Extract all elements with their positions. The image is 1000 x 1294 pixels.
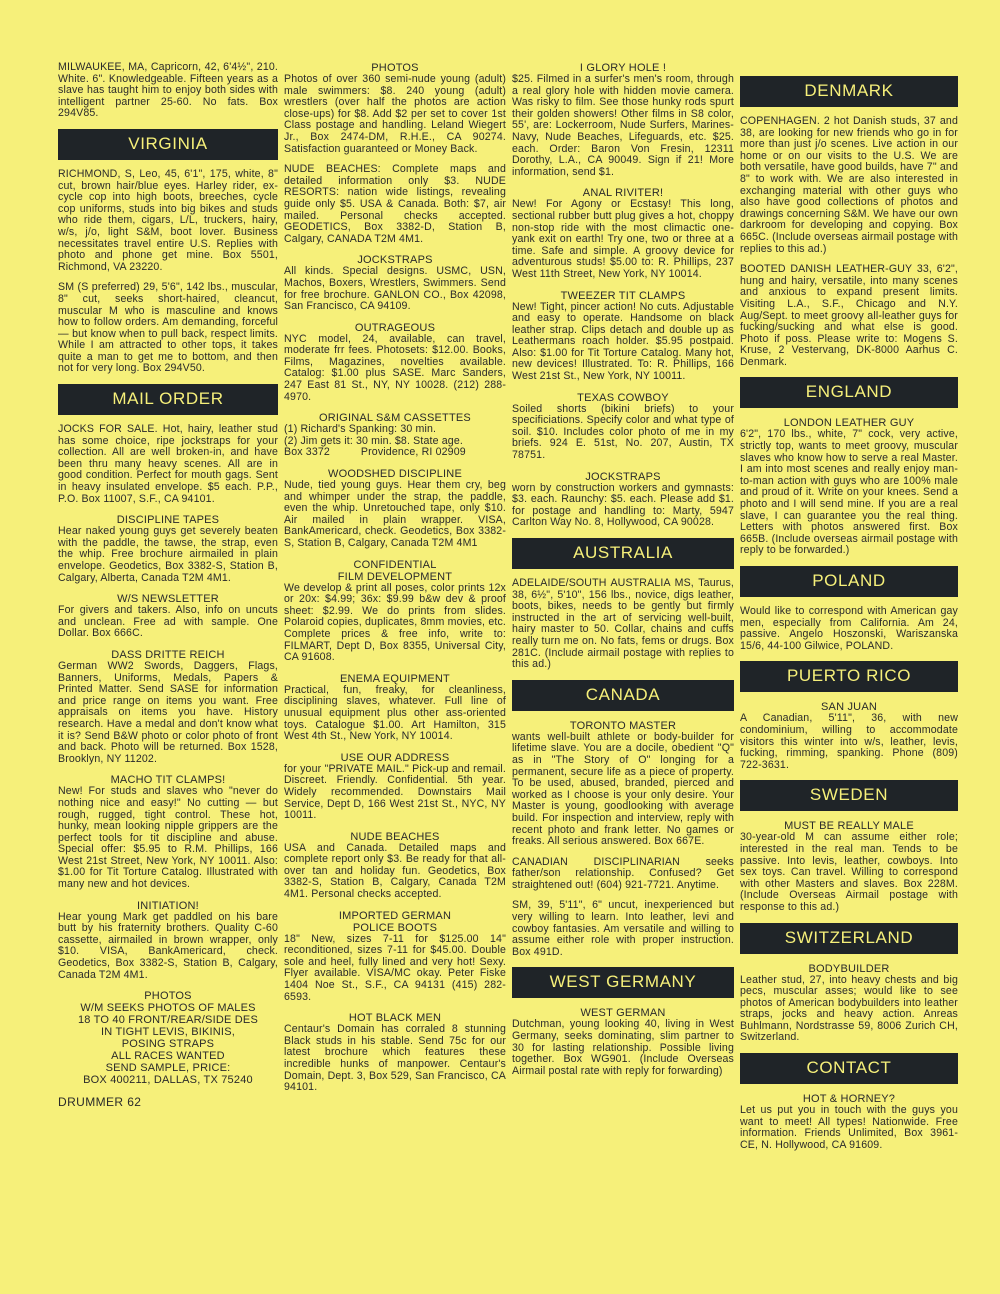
ad-body: BOOTED DANISH LEATHER-GUY 33, 6'2", hung and hairy, versatile, into many scenes and anxious to expand present limits. Visiting L.A., S.F., Chicago and N.Y. Aug/Sept. to meet groovy all-leather guys for fucking/sucking and what else is good. Photo if poss. Please write to: Mogens S. Kruse, 2 Vestervang, DK-8000 Aarhus C. Denmark. — [740, 263, 958, 368]
ad-title: MUST BE REALLY MALE — [784, 820, 914, 833]
section-header-sweden: SWEDEN — [740, 780, 958, 811]
section-header-switzerland: SWITZERLAND — [740, 923, 958, 954]
ad-photos-wanted — [58, 990, 278, 1086]
ad-line: (2) Jim gets it: 30 min. $8. State age. — [284, 434, 463, 447]
ad-body: Nude, tied young guys. Hear them cry, beg and whimper under the strap, the paddle, even the whip. Unretouched tape, only $10. Air mailed in plain wrapper. VISA, BankAmericard, check. Geodetics, Box 3382-S, Station B, Calgary, Canada T2M 4M1 — [284, 479, 506, 549]
ad-body: SM, 39, 5'11", 6" uncut, inexperienced but very willing to learn. Into leather, levi and cowboy fantasies. Am versatile and willing to assume either role with proper instruction. Box 491D. — [512, 899, 734, 958]
ad-ws-newsletter — [58, 593, 278, 640]
ad-toronto-master — [512, 720, 734, 848]
ad-texas-cowboy — [512, 392, 734, 462]
ad-police-boots — [284, 910, 506, 1004]
ad-title: PHOTOS — [371, 62, 419, 74]
section-header-poland: POLAND — [740, 566, 958, 597]
ad-poland — [740, 606, 958, 652]
ad-body: Hear young Mark get paddled on his bare butt by his fraternity brothers. Quality C-60 cassette, airmailed in brown wrapper, only $10. VISA, BankAmericard, check. Geodetics, Box 3382-S, Station B, Calgary, Canada T2M 4M1. — [58, 910, 278, 981]
ad-milwaukee — [58, 62, 278, 120]
ad-body: New! For studs and slaves who "never do nothing nice and easy!" No cutting — but rough, rugged, tight control. These hot, hunky, mean looking nipple grippers are the perfect tools for tit discipline and abuse. Special offer: $5.95 to R.M. Phillips, 166 West 21st Street, New York, NY 10011. Also: $1.00 for Tit Torture Catalog. Illustrated with many new and hot devices. — [58, 785, 278, 891]
ad-title: SAN JUAN — [821, 701, 877, 714]
ad-body: $25. Filmed in a surfer's men's room, through a real glory hole with hidden movie camera. Was risky to film. See those hunky rods spurt their golden showers! Other films in S8 color, 55', are: Lockerroom, Nude Surfers, Marines-Navy, Nude Beaches, Lifeguards, etc. $25. each. Order: Baron Von Fresin, 12311 Dorothy, L.A., CA 90049. Sign if 21! More information, send $1. — [512, 73, 734, 178]
ad-body: NYC model, 24, available, can travel, moderate frr fees. Photosets: $12.00. Books, Films, Magazines, novelties available. Catalog: $1.00 plus SASE. Marc Sanders, 247 East 81 St., NY, NY 10028. (212) 288-4970. — [284, 332, 506, 403]
ad-title: LONDON LEATHER GUY — [783, 417, 915, 430]
ad-subtitle: FILM DEVELOPMENT — [337, 570, 453, 583]
section-header-mail-order: MAIL ORDER — [58, 384, 278, 415]
ad-film-development — [284, 559, 506, 664]
ad-richmond — [58, 169, 278, 273]
section-header-west-germany: WEST GERMANY — [512, 967, 734, 998]
section-header-england: ENGLAND — [740, 377, 958, 408]
ad-sm-39 — [512, 900, 734, 958]
ad-bodybuilder — [740, 963, 958, 1045]
ad-line: (1) Richard's Spanking: 30 min. — [284, 423, 437, 436]
ad-line: IN TIGHT LEVIS, BIKINIS, — [101, 1026, 235, 1039]
ad-body: Let us put you in touch with the guys you want to meet! All types! Nationwide. Free information. Friends Unlimited, Box 3961-CE, N. Hollywood, CA 91609. — [740, 1104, 958, 1151]
ad-enema-equipment — [284, 673, 506, 743]
ad-macho-tit-clamps — [58, 774, 278, 890]
ad-body: New! Tight, pincer action! No cuts. Adjustable and easy to operate. Handsome on black leather strap. Clips detach and double up as Leathermans roach holder. $5.95 postpaid. Also: $1.00 for Tit Torture Catalog. Many hot, new devices! Illustrated. To: R. Phillips, 166 West 21st St., New York, NY 10011. — [512, 300, 734, 383]
ad-body: Would like to correspond with American gay men, especially from California. Am 24, passive. Angelo Hoszonski, Wariszanska 15/6, 44-100 Gilwice, POLAND. — [740, 605, 958, 652]
ad-title: WOODSHED DISCIPLINE — [328, 468, 462, 481]
ad-copenhagen — [740, 116, 958, 255]
ad-body: COPENHAGEN. 2 hot Danish studs, 37 and 38, are looking for new friends who go in for more than just j/o scenes. Live action in our home or on our visits to the U.S. We are both versatile, have good builds, have 7" and 8" to work with. We are also interested in exchanging material with other guys who also have good collections of photos and drawings concerning S&M. We have our own darkroom for developing and copying. Box 665C. (Include overseas airmail postage with replies to this ad.) — [740, 115, 958, 255]
ad-body: USA and Canada. Detailed maps and complete report only $3. Be ready for that all-over tan and holiday fun. Geodetics, Box 3382-S, Station B, Calgary, Canada T2M 4M1. Personal checks accepted. — [284, 841, 506, 901]
ad-body: All kinds. Special designs. USMC, USN, Machos, Boxers, Wrestlers, Swimmers. Send for free brochure. GANLON CO., Box 42098, San Francisco, CA 94109. — [284, 265, 506, 313]
ad-title: MACHO TIT CLAMPS! — [110, 774, 226, 787]
ad-jockstraps-ganlon — [284, 254, 506, 312]
ad-discipline-tapes — [58, 514, 278, 584]
ad-title: JOCKSTRAPS — [357, 254, 433, 267]
ad-sm-preferred — [58, 282, 278, 375]
ad-body: A Canadian, 5'11", 36, with new condominium, willing to accommodate visitors this winter into w/s, leather, levis, fucking, rimming, spanking. Phone (809) 722-3631. — [740, 712, 958, 771]
ad-body: Photos of over 360 semi-nude young (adult) male swimmers: $8. 240 young (adult) wrestlers (over half the photos are action close-ups) for $8. Add $2 per set to cover 1st Class postage and handling. Leland Wiegert Jr., Box 2474-DM, R.H.E., CA 90274. Satisfaction guaranteed or Money Back. — [284, 73, 506, 155]
ad-sm-cassettes — [284, 412, 506, 459]
section-header-virginia: VIRGINIA — [58, 129, 278, 160]
ad-adelaide — [512, 578, 734, 671]
ad-body: Soiled shorts (bikini briefs) to your specificiations. Specify color and what type of soil. $10. Includes color photo of me in my briefs. 924 E. 51st, No. 207, Austin, TX 78751. — [512, 402, 734, 462]
ad-title: DISCIPLINE TAPES — [116, 514, 220, 527]
ad-subtitle: POLICE BOOTS — [352, 921, 438, 934]
ad-body: JOCKS FOR SALE. Hot, hairy, leather stud has some choice, ripe jockstraps for your collection. All are well broken-in, and have been thru many heavy scenes. All are in good condition. Perfect for mouth gags. Sent in heavy insulated envelope. $5 each. P.P., P.O. Box 11007, S.F., CA 94101. — [58, 423, 278, 505]
ad-body: SM (S preferred) 29, 5'6", 142 lbs., muscular, 8" cut, seeks short-haired, cleancut, muscular M who is masculine and knows how to follow orders. Am demanding, forceful — but know when to pull back, respect limits. While I am attracted to other tops, it takes quite a man to get me to bottom, and then not for very long. Box 294V50. — [58, 281, 278, 375]
column-4 — [740, 62, 958, 1160]
ad-outrageous — [284, 322, 506, 404]
ad-body: 18" New, sizes 7-11 for $125.00 14" reconditioned, sizes 7-11 for $45.00. Double sole and heel, fully lined and very hot! Sexy. Flyer available. VISA/MC okay. Peter Fiske 1404 Noe St., S.F., CA 94131 (415) 282-6593. — [284, 932, 506, 1003]
ad-line: Box 3372 Providence, RI 02909 — [284, 446, 466, 459]
ad-line: POSING STRAPS — [121, 1038, 215, 1051]
ad-body: NUDE BEACHES: Complete maps and detailed information only $3. NUDE RESORTS: nation wide listings, revealing guide only $5. USA & Canada. Both: $7, air mailed. Personal checks accepted. GEODETICS, Box 3382-D, Station B, Calgary, CANADA T2M 4M1. — [284, 163, 506, 245]
ad-title: HOT & HORNEY? — [802, 1093, 896, 1106]
ad-title: TEXAS COWBOY — [577, 391, 669, 404]
ad-jockstraps-worn — [512, 471, 734, 529]
ad-glory-hole — [512, 62, 734, 178]
ad-title: NUDE BEACHES — [350, 830, 440, 843]
ad-line: W/M SEEKS PHOTOS OF MALES — [80, 1002, 256, 1015]
ad-woodshed-discipline — [284, 468, 506, 550]
ad-canadian-disciplinarian — [512, 857, 734, 892]
section-header-puerto-rico: PUERTO RICO — [740, 661, 958, 692]
ad-anal-riviter — [512, 187, 734, 280]
ad-title: W/S NEWSLETTER — [117, 593, 219, 606]
ad-body: Dutchman, young looking 40, living in West Germany, seeks dominating, slim partner to 30 for lasting relationship. Possible living together. Box WG901. (Include Overseas Airmail postal rate with reply for forwarding) — [512, 1018, 734, 1077]
ad-use-our-address — [284, 752, 506, 822]
ad-title: JOCKSTRAPS — [585, 470, 661, 483]
ad-hot-black-men — [284, 1012, 506, 1094]
ad-line: 18 TO 40 FRONT/REAR/SIDE DES — [77, 1014, 259, 1027]
section-header-contact: CONTACT — [740, 1053, 958, 1084]
ad-must-be-really-male — [740, 820, 958, 913]
ad-london-leather-guy — [740, 417, 958, 557]
ad-body: For givers and takers. Also, info on uncuts and unclean. Free ad with sample. One Dollar. Box 666C. — [58, 604, 278, 640]
ad-jocks-for-sale — [58, 424, 278, 505]
section-header-denmark: DENMARK — [740, 76, 958, 107]
ad-title: TWEEZER TIT CLAMPS — [560, 289, 686, 302]
ad-body: RICHMOND, S, Leo, 45, 6'1", 175, white, 8" cut, brown hair/blue eyes. Harley rider, ex-cycle cop into high boots, breeches, cycle cop uniforms, studs into big bikes and studs who ride them, cigars, L/L, truckers, hairy, w/s, j/o, light S&M, boot lover. Business necessitates travel entire U.S. Replies with photo and phone get mine. Box 5501, Richmond, VA 23220. — [58, 167, 278, 273]
ad-title: ENEMA EQUIPMENT — [340, 672, 450, 685]
ad-photos-swimmers — [284, 62, 506, 155]
ad-hot-and-horney — [740, 1093, 958, 1151]
ad-body: MILWAUKEE, MA, Capricorn, 42, 6'4½", 210. White. 6". Knowledgeable. Fifteen years as a slave has taught him to enjoy both sides with intelligent partner 25-60. No fats. Box 294V85. — [58, 61, 278, 120]
ad-title: ANAL RIVITER! — [582, 187, 664, 200]
ad-title: WEST GERMAN — [580, 1007, 666, 1020]
ad-title: IMPORTED GERMAN — [338, 909, 452, 922]
ad-san-juan — [740, 701, 958, 771]
ad-body: We develop & print all poses, color prints 12x or 20x: $4.99; 36x: $9.99 b&w dev & proof sheet: $2.99. We do prints from slides. Polaroid copies, duplicates, 8mm movies, etc. Complete prices & free info, write to: FILMART, Dept D, Box 8355, Universal City, CA 91608. — [284, 581, 506, 664]
ad-body: for your "PRIVATE MAIL." Pick-up and remail. Discreet. Friendly. Confidential. 5th year. Widely recommended. Downstairs Mail Service, Dept D, 166 West 21st St., NYC, NY 10011. — [284, 762, 506, 822]
ad-body: Hear naked young guys get severely beaten with the paddle, the tawse, the strap, even the whip. Free brochure airmailed in plain envelope. Geodetics, Box 3382-S, Station B, Calgary, Alberta, Canada T2M 4M1. — [58, 525, 278, 584]
ad-title: TORONTO MASTER — [569, 719, 677, 732]
ad-title: INITIATION! — [137, 899, 199, 912]
ad-body: 6'2", 170 lbs., white, 7" cock, very active, strictly top, wants to meet groovy, muscular slaves who know how to serve a real Master. I am into most scenes and really enjoy man-to-man action with guys who are 100% male and proud of it. Write on your knees. Send a photo and I will send mine. If you are a real slave, I can guarantee you the real thing. Letters with photos answered first. Box 665B. (Include overseas airmail postage with reply to be forwarded.) — [740, 428, 958, 557]
ad-dass-dritte-reich — [58, 649, 278, 765]
ad-body: New! For Agony or Ecstasy! This long, sectional rubber butt plug gives a hot, choppy non-stop ride with the most climactic one-yank exit on earth! Try one, two or three at a time. Safe and simple. A groovy device for adventurous studs! $5.00 to: R. Phillips, 237 West 11th Street, New York, NY 10014. — [512, 198, 734, 280]
ad-nude-beaches-resorts — [284, 164, 506, 245]
page-footer: DRUMMER 62 — [58, 1095, 142, 1110]
ad-line: SEND SAMPLE, PRICE: — [105, 1062, 231, 1075]
column-1 — [58, 62, 278, 1109]
ad-body: Leather stud, 27, into heavy chests and big pecs, muscular asses; would like to see photos of American bodybuilders into leather straps, jocks and heavy action. Anreas Buhlmann, Nordstrasse 59, 8006 Zurich CH, Switzerland. — [740, 973, 958, 1044]
ad-title: DASS DRITTE REICH — [111, 648, 225, 661]
ad-west-german — [512, 1007, 734, 1077]
column-3 — [512, 62, 734, 1086]
ad-title: PHOTOS — [144, 990, 192, 1003]
ad-line: BOX 400211, DALLAS, TX 75240 — [83, 1074, 253, 1087]
ad-title: I GLORY HOLE ! — [579, 62, 667, 74]
ad-tweezer-tit-clamps — [512, 290, 734, 383]
ad-body: CANADIAN DISCIPLINARIAN seeks father/son relationship. Confused? Get straightened out! (604) 921-7721. Anytime. — [512, 855, 734, 891]
ad-body: German WW2 Swords, Daggers, Flags, Banners, Uniforms, Medals, Papers & Printed Matter. Send SASE for information and price range on items you want. Free appraisals on items you have. History research. Have a medal and don't know what it is? Send B&W photo or color photo of front and back. Photo will be returned. Box 1528, Brooklyn, NY 11202. — [58, 659, 278, 765]
ad-line: ALL RACES WANTED — [111, 1050, 225, 1063]
ad-title: USE OUR ADDRESS — [340, 751, 450, 764]
section-header-canada: CANADA — [512, 680, 734, 711]
section-header-australia: AUSTRALIA — [512, 538, 734, 569]
ad-title: CONFIDENTIAL — [353, 558, 437, 571]
ad-nude-beaches — [284, 831, 506, 901]
ad-body: ADELAIDE/SOUTH AUSTRALIA MS, Taurus, 38, 6½", 5'10", 156 lbs., novice, digs leather, boots, bikes, needs to be gently but firmly instructed in the art of servicing well-built, hairy master to 50. Collar, chains and cuffs really turn me on. No fats, fems or drugs. Box 281C. (Include airmail postage with replies to this ad.) — [512, 577, 734, 671]
ad-title: BODYBUILDER — [808, 962, 890, 975]
ad-body: 30-year-old M can assume either role; interested in the real man. Tends to be passive. Into levis, leather, cowboys. Into sex toys. Can travel. Willing to correspond with other Masters and slaves. Box 228M. (Include Overseas Airmail postage with response to this ad.) — [740, 831, 958, 913]
ad-body: wants well-built athlete or body-builder for lifetime slave. You are a docile, obedient "Q" as in "The Story of O" longing for a permanent, secure life as a piece of property. To be used, abused, branded, pierced and worked as I choose is your only desire. Your Master is young, goodlooking with average build. For inspection and interview, reply with recent photo and frank letter. No games or freaks. All serious answered. Box 667E. — [512, 730, 734, 848]
ad-title: HOT BLACK MEN — [348, 1012, 442, 1025]
ad-booted-danish — [740, 264, 958, 368]
column-2 — [284, 62, 506, 1103]
ad-title: ORIGINAL S&M CASSETTES — [319, 412, 471, 425]
ad-initiation — [58, 900, 278, 982]
ad-title: OUTRAGEOUS — [354, 321, 436, 334]
ad-body: Practical, fun, freaky, for cleanliness, disciplining slaves, whatever. Full line of unusual equipment plus other ass-oriented toys. Catalogue $1.00. Art Hamilton, 315 West 4th St., New York, NY 10014. — [284, 683, 506, 743]
ad-body: Centaur's Domain has corraled 8 stunning Black studs in his stable. Send 75c for our latest brochure which features these incredible hunks of manpower. Centaur's Domain, Dept. 3, Box 529, San Francisco, CA 94101. — [284, 1023, 506, 1094]
ad-body: worn by construction workers and gymnasts: $3. each. Raunchy: $5. each. Please add $1. for postage and handling to: Marty, 5947 Carlton Way No. 8, Hollywood, CA 90028. — [512, 481, 734, 529]
